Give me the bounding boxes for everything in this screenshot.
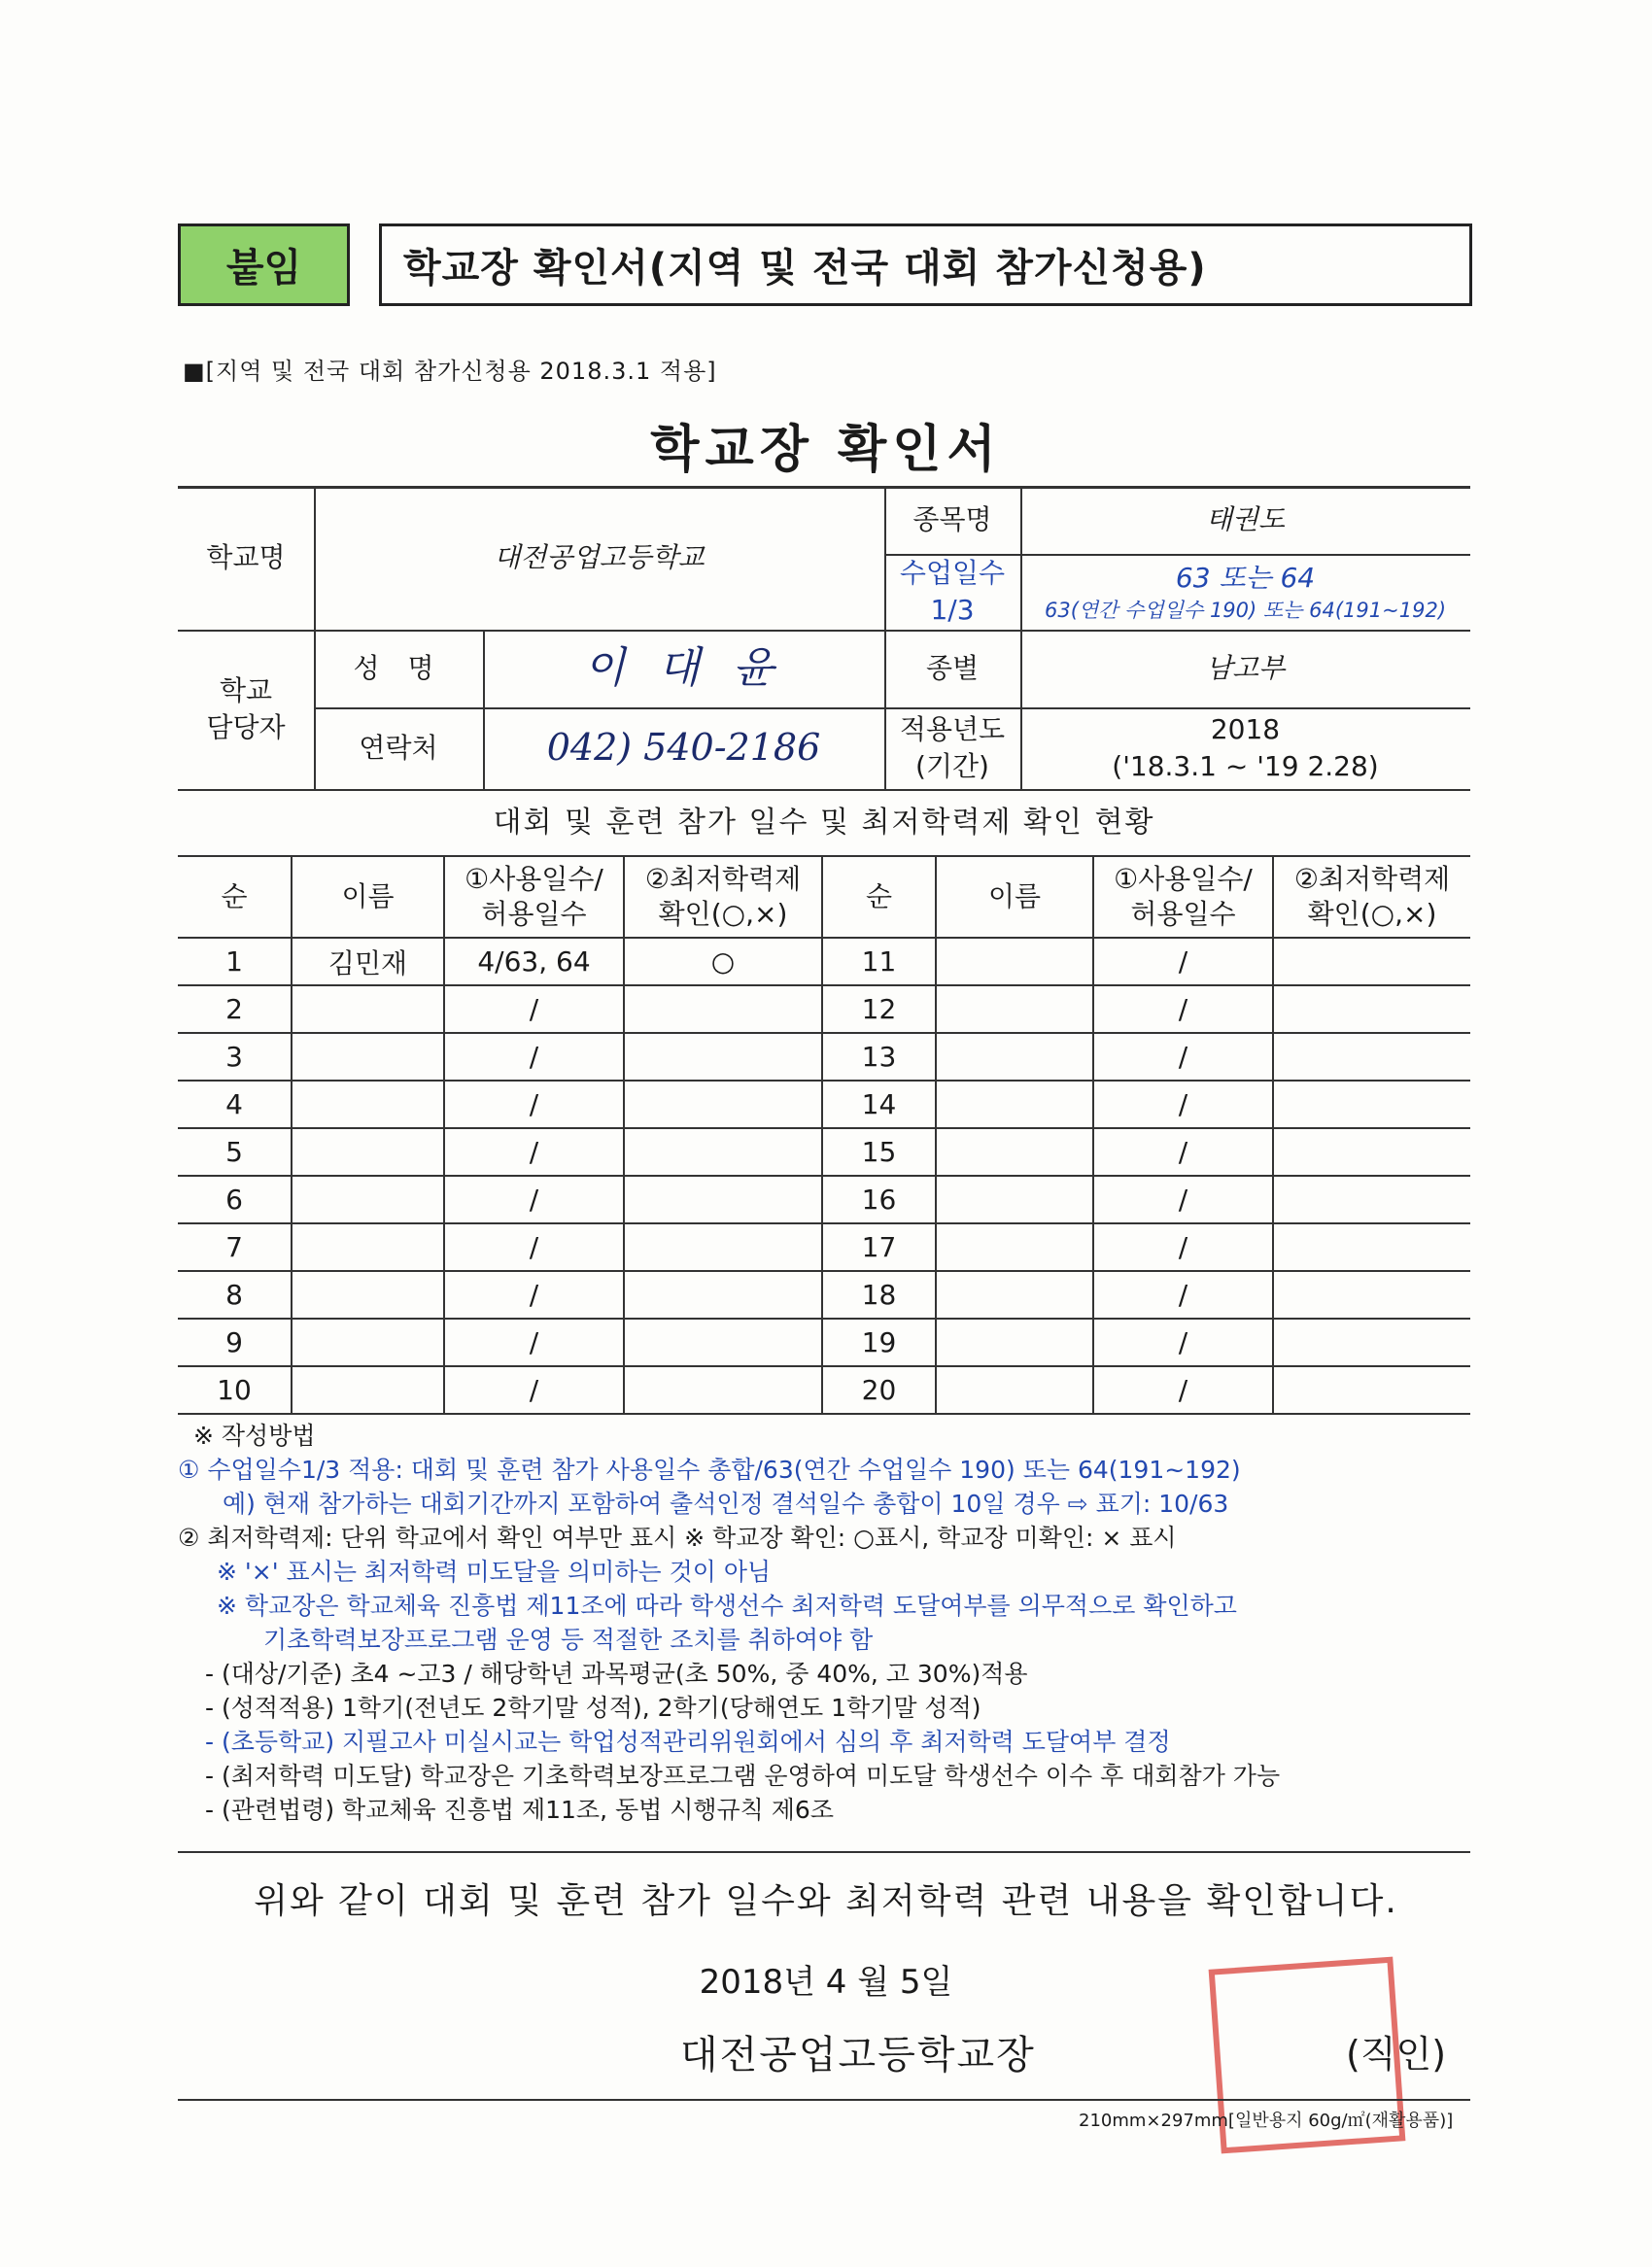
cell-seq: 7 — [178, 1223, 292, 1271]
cell-name — [936, 1223, 1093, 1271]
cell-days: / — [1093, 1033, 1273, 1081]
manager-name-label: 성 명 — [353, 652, 444, 685]
school-manager-label — [178, 630, 314, 789]
cell-name — [292, 1033, 444, 1081]
attachment-label: 붙임 — [178, 223, 350, 306]
cell-seq: 12 — [822, 985, 936, 1033]
instruction-note: ※ 학교장은 학교체육 진흥법 제11조에 따라 학생선수 최저학력 도달여부를 의무적으로 확인하고 — [217, 1592, 1237, 1620]
cell-seq: 2 — [178, 985, 292, 1033]
cell-check — [1273, 985, 1470, 1033]
table-row — [178, 1128, 1470, 1176]
class-days-value-detail: 63(연간 수업일수 190) 또는 64(191~192) — [1044, 598, 1447, 622]
cell-check — [1273, 1319, 1470, 1366]
class-days-label-line1: 수업일수 — [899, 557, 1006, 590]
cell-name — [292, 985, 444, 1033]
cell-days: / — [444, 1081, 624, 1128]
cell-name — [936, 1366, 1093, 1414]
table-row — [178, 985, 1470, 1033]
table-row — [178, 938, 1470, 985]
table-row — [178, 1366, 1470, 1414]
header-seq: 순 — [178, 856, 292, 938]
contact-value: 042) 540-2186 — [546, 726, 821, 770]
cell-name — [292, 1366, 444, 1414]
header-seq: 순 — [822, 856, 936, 938]
cell-days: / — [1093, 1176, 1273, 1223]
apply-year-value — [1020, 707, 1470, 789]
instructions-heading: ※ 작성방법 — [193, 1422, 316, 1450]
notes-divider — [178, 1851, 1470, 1853]
cell-check — [1273, 1128, 1470, 1176]
header-days: ①사용일수/ 허용일수 — [444, 856, 624, 938]
cell-check — [1273, 1081, 1470, 1128]
document-header-title: 학교장 확인서(지역 및 전국 대회 참가신청용) — [379, 223, 1472, 306]
cell-check — [1273, 1033, 1470, 1081]
cell-days: / — [444, 1223, 624, 1271]
table-row — [178, 1319, 1470, 1366]
cell-name — [292, 1128, 444, 1176]
apply-year-value-line1: 2018 — [1210, 713, 1281, 746]
cell-check — [1273, 1223, 1470, 1271]
cell-days: / — [444, 1319, 624, 1366]
cell-days: 4/63, 64 — [444, 938, 624, 985]
cell-days: / — [444, 1366, 624, 1414]
instruction-detail: - (관련법령) 학교체육 진흥법 제11조, 동법 시행규칙 제6조 — [205, 1796, 834, 1824]
table-row — [178, 1081, 1470, 1128]
cell-check — [624, 1223, 822, 1271]
class-days-label-line2: 1/3 — [930, 594, 975, 626]
cell-name — [936, 1176, 1093, 1223]
cell-check — [624, 1081, 822, 1128]
seal-label: (직인) — [1346, 2033, 1447, 2076]
header-check: ②최저학력제 확인(○,×) — [624, 856, 822, 938]
cell-seq: 1 — [178, 938, 292, 985]
cell-name — [936, 1081, 1093, 1128]
instruction-note: ※ '×' 표시는 최저학력 미도달을 의미하는 것이 아님 — [217, 1558, 772, 1586]
cell-days: / — [444, 985, 624, 1033]
contact-label: 연락처 — [359, 732, 438, 765]
table-title: 대회 및 훈련 참가 일수 및 최저학력제 확인 현황 — [493, 805, 1155, 840]
cell-check — [1273, 1366, 1470, 1414]
cell-seq: 5 — [178, 1128, 292, 1176]
cell-days: / — [444, 1033, 624, 1081]
cell-seq: 13 — [822, 1033, 936, 1081]
cell-check: ○ — [624, 938, 822, 985]
apply-year-label-line1: 적용년도 — [899, 713, 1006, 746]
info-divider — [178, 789, 1470, 791]
cell-name — [292, 1319, 444, 1366]
manager-name-value: 이 대 윤 — [583, 643, 784, 694]
cell-name — [936, 1033, 1093, 1081]
cell-days: / — [1093, 1366, 1273, 1414]
page-title: 학교장 확인서 — [650, 421, 1002, 479]
instruction-note: 기초학력보장프로그램 운영 등 적절한 조치를 취하여야 함 — [263, 1626, 874, 1654]
paper-spec-footer: 210mm×297mm[일반용지 60g/㎡(재활용품)] — [1079, 2111, 1454, 2131]
cell-days: / — [1093, 1319, 1273, 1366]
header-name: 이름 — [936, 856, 1093, 938]
cell-name — [292, 1176, 444, 1223]
bottom-divider — [178, 2099, 1470, 2101]
instruction-detail: - (성적적용) 1학기(전년도 2학기말 성적), 2학기(당해연도 1학기말 성적) — [205, 1694, 981, 1722]
cell-check — [624, 1271, 822, 1319]
cell-seq: 9 — [178, 1319, 292, 1366]
class-days-value-main: 63 또는 64 — [1175, 561, 1316, 594]
sport-label: 종목명 — [912, 503, 992, 536]
cell-name — [936, 938, 1093, 985]
cell-check — [624, 1319, 822, 1366]
instruction-detail: - (최저학력 미도달) 학교장은 기초학력보장프로그램 운영하여 미도달 학생선수 이수 후 대회참가 가능 — [205, 1762, 1281, 1790]
instruction-detail: - (대상/기준) 초4 ~고3 / 해당학년 과목평균(초 50%, 중 40%, 고 30%)적용 — [205, 1660, 1028, 1688]
cell-seq: 3 — [178, 1033, 292, 1081]
cell-days: / — [444, 1128, 624, 1176]
cell-seq: 18 — [822, 1271, 936, 1319]
cell-check — [1273, 938, 1470, 985]
cell-name — [936, 1128, 1093, 1176]
cell-days: / — [1093, 1081, 1273, 1128]
cell-days: / — [444, 1176, 624, 1223]
table-header-row — [178, 856, 1470, 938]
participation-table — [178, 855, 1470, 1415]
header-check: ②최저학력제 확인(○,×) — [1273, 856, 1470, 938]
confirmation-statement: 위와 같이 대회 및 훈련 참가 일수와 최저학력 관련 내용을 확인합니다. — [254, 1881, 1398, 1921]
writing-instructions — [178, 1419, 1480, 1827]
cell-days: / — [444, 1271, 624, 1319]
sport-value: 태권도 — [1205, 503, 1286, 536]
cell-check — [624, 1176, 822, 1223]
instruction-1: ① 수업일수1/3 적용: 대회 및 훈련 참가 사용일수 총합/63(연간 수업일수 190) 또는 64(191~192) — [178, 1456, 1241, 1484]
apply-year-value-line2: ('18.3.1 ~ '19 2.28) — [1112, 750, 1379, 782]
cell-check — [1273, 1271, 1470, 1319]
cell-name: 김민재 — [292, 938, 444, 985]
cell-days: / — [1093, 938, 1273, 985]
cell-name — [292, 1223, 444, 1271]
confirmation-date: 2018년 4 월 5일 — [699, 1963, 953, 2002]
table-row — [178, 1176, 1470, 1223]
cell-seq: 10 — [178, 1366, 292, 1414]
cell-name — [292, 1081, 444, 1128]
apply-year-label-line2: (기간) — [915, 750, 989, 782]
cell-seq: 6 — [178, 1176, 292, 1223]
table-row — [178, 1271, 1470, 1319]
cell-seq: 19 — [822, 1319, 936, 1366]
cell-check — [624, 1128, 822, 1176]
header-days: ①사용일수/ 허용일수 — [1093, 856, 1273, 938]
instruction-1-example: 예) 현재 참가하는 대회기간까지 포함하여 출석인정 결석일수 총합이 10일 경우 ⇨ 표기: 10/63 — [223, 1490, 1229, 1518]
cell-check — [624, 1366, 822, 1414]
category-label: 종별 — [925, 652, 980, 685]
school-name-value: 대전공업고등학교 — [494, 541, 705, 574]
cell-seq: 11 — [822, 938, 936, 985]
school-name-label: 학교명 — [206, 541, 286, 574]
cell-seq: 4 — [178, 1081, 292, 1128]
cell-seq: 20 — [822, 1366, 936, 1414]
cell-name — [936, 1319, 1093, 1366]
apply-year-label — [884, 707, 1020, 789]
table-row — [178, 1223, 1470, 1271]
cell-days: / — [1093, 1128, 1273, 1176]
cell-seq: 17 — [822, 1223, 936, 1271]
cell-check — [1273, 1176, 1470, 1223]
class-days-value — [1020, 554, 1470, 630]
cell-seq: 8 — [178, 1271, 292, 1319]
cell-check — [624, 1033, 822, 1081]
principal-title: 대전공업고등학교장 — [680, 2033, 1036, 2078]
cell-name — [292, 1271, 444, 1319]
cell-check — [624, 985, 822, 1033]
header-name: 이름 — [292, 856, 444, 938]
cell-seq: 15 — [822, 1128, 936, 1176]
cell-days: / — [1093, 1223, 1273, 1271]
cell-days: / — [1093, 985, 1273, 1033]
school-manager-label-line1: 학교 — [219, 674, 273, 707]
cell-seq: 14 — [822, 1081, 936, 1128]
school-manager-label-line2: 담당자 — [206, 711, 286, 743]
cell-name — [936, 985, 1093, 1033]
category-value: 남고부 — [1205, 652, 1286, 685]
application-note: ■[지역 및 전국 대회 참가신청용 2018.3.1 적용] — [183, 358, 717, 385]
cell-days: / — [1093, 1271, 1273, 1319]
class-days-label — [884, 554, 1020, 630]
table-row — [178, 1033, 1470, 1081]
instruction-detail: - (초등학교) 지필고사 미실시교는 학업성적관리위원회에서 심의 후 최저학력 도달여부 결정 — [205, 1728, 1171, 1756]
instruction-2: ② 최저학력제: 단위 학교에서 확인 여부만 표시 ※ 학교장 확인: ○표시, 학교장 미확인: × 표시 — [178, 1524, 1177, 1552]
cell-name — [936, 1271, 1093, 1319]
cell-seq: 16 — [822, 1176, 936, 1223]
